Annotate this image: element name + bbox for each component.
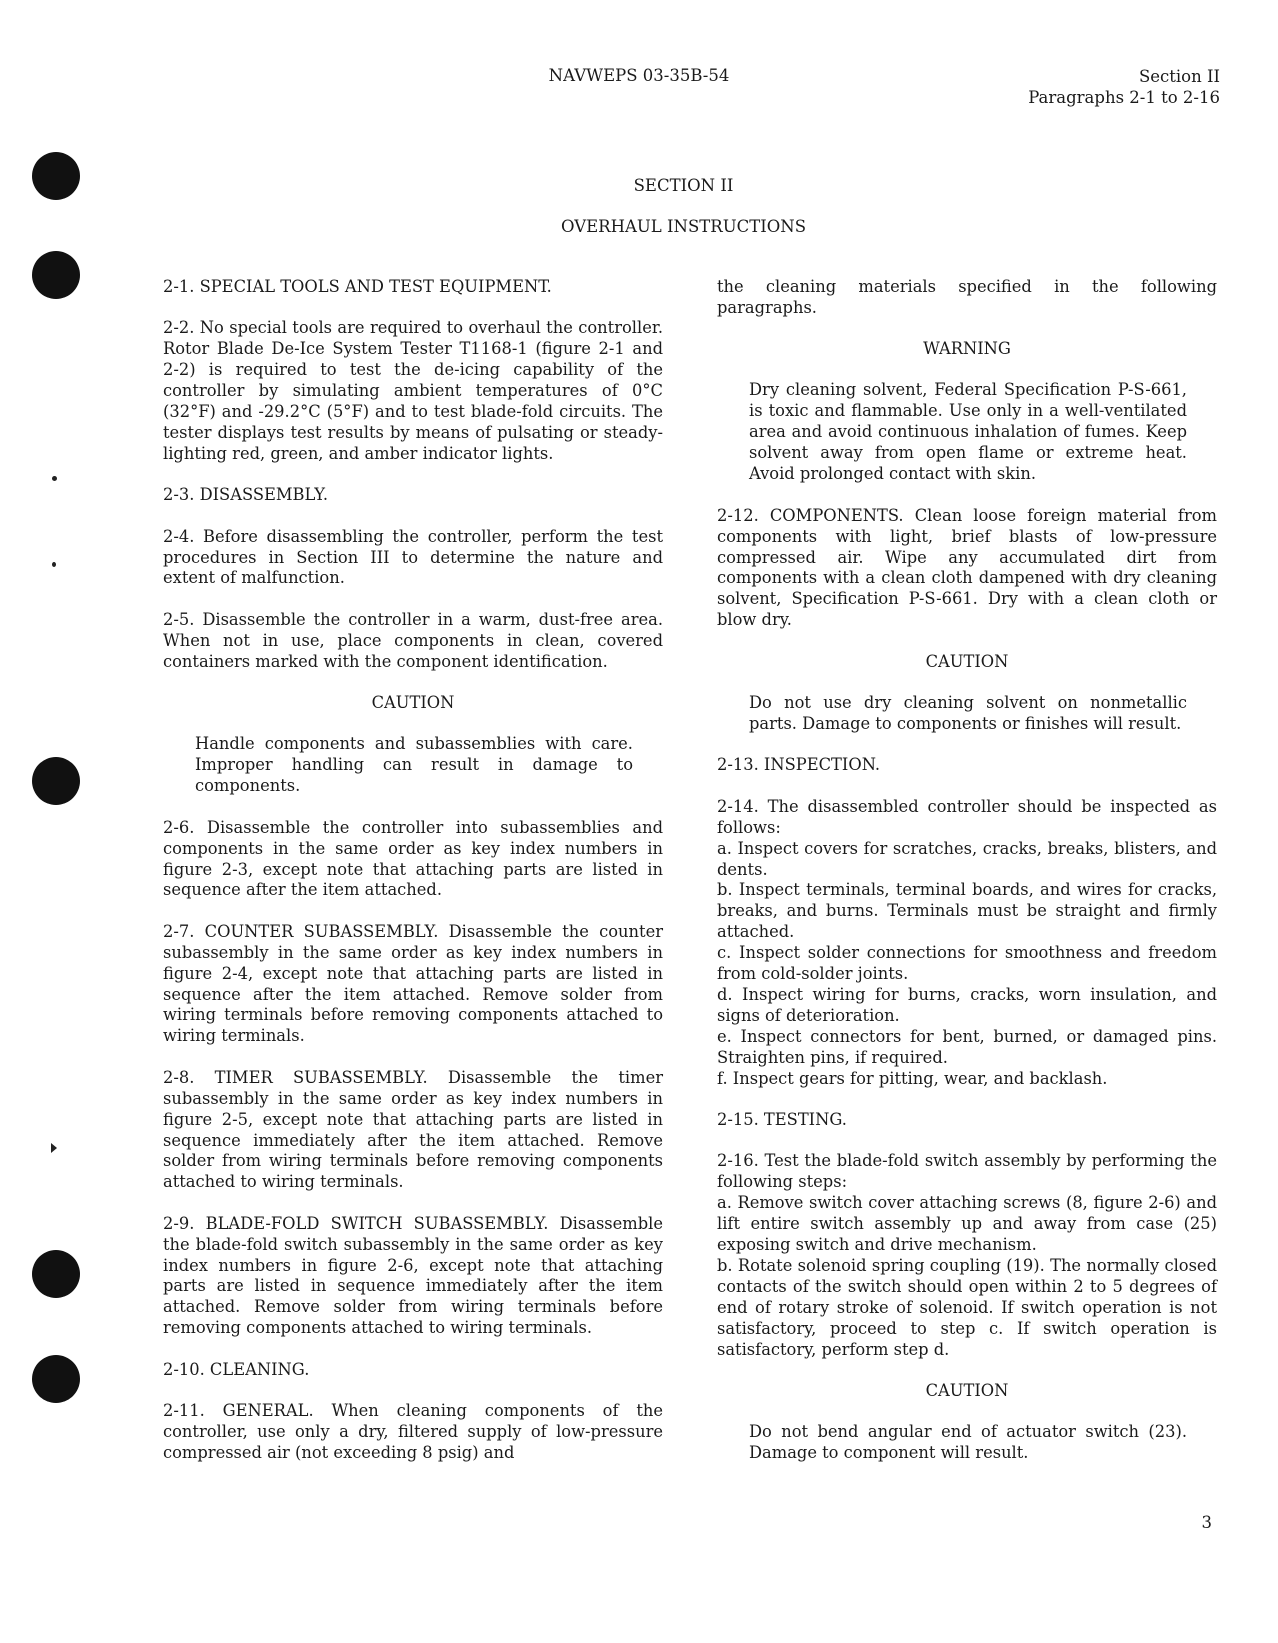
list-item: f. Inspect gears for pitting, wear, and backlash. (717, 1068, 1108, 1088)
section-subtitle: OVERHAUL INSTRUCTIONS (560, 217, 807, 236)
paragraph-2-11-continued: the cleaning materials specified in the following paragraphs. (717, 277, 1217, 317)
caution-text: Do not use dry cleaning solvent on nonmetallic parts. Damage to components or finishes will result. (749, 692, 1187, 733)
paragraph-range: Paragraphs 2-1 to 2-16 (1028, 88, 1220, 107)
list-item: b. Inspect terminals, terminal boards, and wires for cracks, breaks, and burns. Terminals must be straight and firmly attached. (717, 880, 1217, 942)
paragraph-2-13: 2-13. INSPECTION. (717, 755, 881, 775)
scan-speck (52, 476, 57, 481)
caution-heading: CAUTION (371, 693, 455, 713)
paragraph-2-16: 2-16. Test the blade-fold switch assembly by performing the following steps: (717, 1151, 1217, 1192)
punch-hole (32, 251, 80, 299)
section-label: Section II (1138, 67, 1220, 86)
testing-steps (717, 1151, 1217, 1360)
paragraph-2-7: 2-7. COUNTER SUBASSEMBLY. Disassemble the counter subassembly in the same order as key index numbers in figure 2-4, except note that attaching parts are listed in sequence after the item attached. Remove solder from wiring terminals before removing components attached to wiring terminals. (163, 921, 663, 1046)
warning-heading: WARNING (923, 339, 1011, 359)
punch-hole (32, 1250, 80, 1298)
paragraph-2-1: 2-1. SPECIAL TOOLS AND TEST EQUIPMENT. (163, 277, 552, 296)
page-number: 3 (1201, 1513, 1212, 1532)
scan-speck (51, 1143, 57, 1153)
list-item: b. Rotate solenoid spring coupling (19). The normally closed contacts of the switch should open within 2 to 5 degrees of end of rotary stroke of solenoid. If switch operation is not satisfactory, proceed to step c. If switch operation is satisfactory, perform step d. (717, 1255, 1217, 1359)
list-item: a. Remove switch cover attaching screws (8, figure 2-6) and lift entire switch assembly up and away from case (25) exposing switch and drive mechanism. (717, 1193, 1217, 1255)
section-reference (1028, 66, 1220, 108)
paragraph-2-10: 2-10. CLEANING. (163, 1359, 310, 1379)
paragraph-2-11: 2-11. GENERAL. When cleaning components of the controller, use only a dry, filtered supply of low-pressure compressed air (not exceeding 8 psig) and (163, 1401, 663, 1462)
list-item: d. Inspect wiring for burns, cracks, worn insulation, and signs of deterioration. (717, 984, 1217, 1025)
paragraph-2-9: 2-9. BLADE-FOLD SWITCH SUBASSEMBLY. Disassemble the blade-fold switch subassembly in the same order as key index numbers in figure 2-6, except note that attaching parts are listed in sequence immediately after the item attached. Remove solder from wiring terminals before removing components attached to wiring terminals. (163, 1213, 663, 1338)
inspection-list (717, 797, 1217, 1090)
caution-heading: CAUTION (925, 651, 1009, 671)
paragraph-2-5: 2-5. Disassemble the controller in a warm, dust-free area. When not in use, place components in clean, covered containers marked with the component identification. (163, 609, 663, 671)
paragraph-2-14: 2-14. The disassembled controller should be inspected as follows: (717, 796, 1217, 837)
punch-hole (32, 1355, 80, 1403)
left-column (163, 277, 663, 1484)
paragraph-2-3: 2-3. DISASSEMBLY. (163, 485, 329, 505)
list-item: a. Inspect covers for scratches, cracks, breaks, blisters, and dents. (717, 838, 1217, 879)
paragraph-2-8: 2-8. TIMER SUBASSEMBLY. Disassemble the timer subassembly in the same order as key index numbers in figure 2-5, except note that attaching parts are listed in sequence immediately after the item attached. Remove solder from wiring terminals before removing components attached to wiring terminals. (163, 1067, 663, 1192)
caution-text: Handle components and subassemblies with care. Improper handling can result in damage to components. (195, 734, 633, 795)
list-item: e. Inspect connectors for bent, burned, or damaged pins. Straighten pins, if required. (717, 1026, 1217, 1067)
list-item: c. Inspect solder connections for smoothness and freedom from cold-solder joints. (717, 943, 1217, 984)
caution-text: Do not bend angular end of actuator switch (23). Damage to component will result. (749, 1421, 1187, 1462)
scan-speck (52, 562, 56, 567)
paragraph-2-15: 2-15. TESTING. (717, 1110, 847, 1129)
right-column (717, 277, 1217, 1485)
section-title: SECTION II (633, 176, 734, 195)
paragraph-2-12: 2-12. COMPONENTS. Clean loose foreign material from components with light, brief blasts of low-pressure compressed air. Wipe any accumulated dirt from components with a clean cloth dampened with dry cleaning solvent, Specification P-S-661. Dry with a clean cloth or blow dry. (717, 505, 1217, 630)
paragraph-2-4: 2-4. Before disassembling the controller, perform the test procedures in Section III to determine the nature and extent of malfunction. (163, 526, 663, 588)
punch-hole (32, 757, 80, 805)
caution-heading: CAUTION (925, 1380, 1009, 1400)
warning-text: Dry cleaning solvent, Federal Specification P-S-661, is toxic and flammable. Use only in a well-ventilated area and avoid continuous inhalation of fumes. Keep solvent away from open flame or extreme heat. Avoid prolonged contact with skin. (749, 380, 1187, 483)
paragraph-2-6: 2-6. Disassemble the controller into subassemblies and components in the same order as key index numbers in figure 2-3, except note that attaching parts are listed in sequence after the item attached. (163, 817, 663, 900)
paragraph-2-2: 2-2. No special tools are required to overhaul the controller. Rotor Blade De-Ice System Tester T1168-1 (figure 2-1 and 2-2) is required to test the de-icing capability of the controller by simulating ambient temperatures of 0°C (32°F) and -29.2°C (5°F) and to test blade-fold circuits. The tester displays test results by means of pulsating or steady-lighting red, green, and amber indicator lights. (163, 318, 663, 463)
document-number: NAVWEPS 03-35B-54 (548, 66, 730, 85)
